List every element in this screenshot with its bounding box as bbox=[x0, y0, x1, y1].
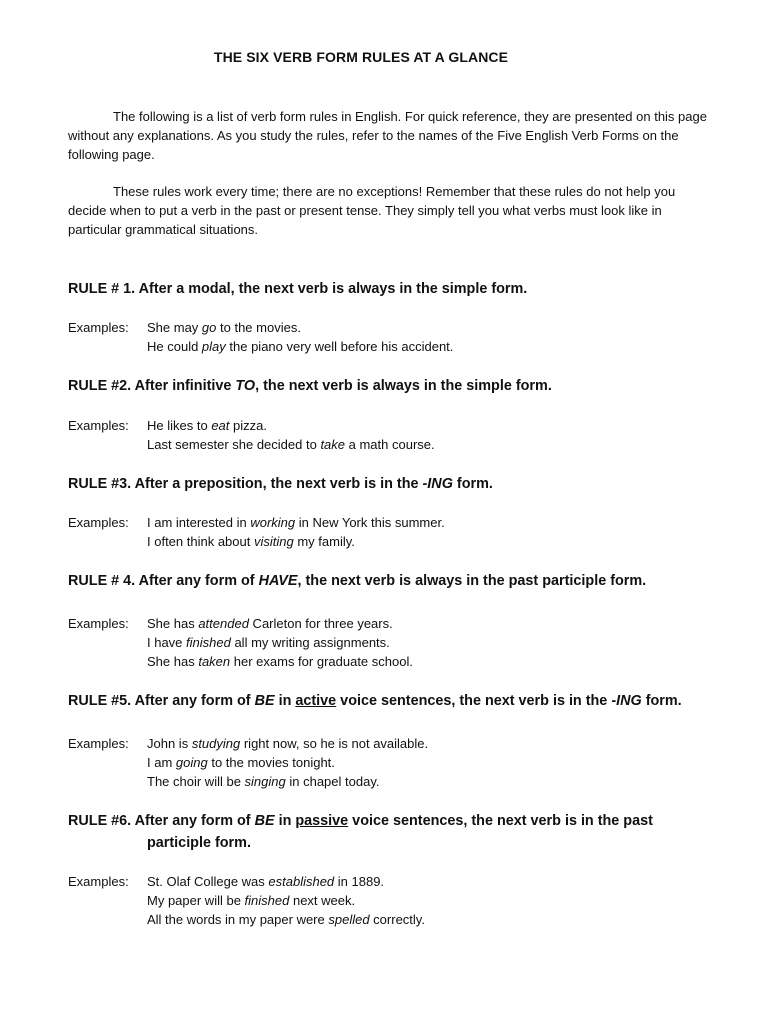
examples-label: Examples: bbox=[68, 616, 129, 631]
example-sentence: She has attended Carleton for three years. bbox=[147, 616, 393, 631]
example-sentence: I am interested in working in New York this summer. bbox=[147, 515, 445, 530]
example-sentence: I have finished all my writing assignments. bbox=[147, 635, 390, 650]
rule-6-heading: RULE #6. After any form of BE in passive voice sentences, the next verb is in the past participle form. bbox=[68, 810, 738, 854]
rule-5-heading: RULE #5. After any form of BE in active voice sentences, the next verb is in the -ING form. bbox=[68, 693, 682, 709]
intro-paragraph-1: The following is a list of verb form rules in English. For quick reference, they are presented on this page without any explanations. As you study the rules, refer to the names of the Five English Verb Forms on the following page. bbox=[68, 109, 707, 162]
rule-6-heading-continuation: participle form. bbox=[147, 835, 251, 851]
example-sentence: He could play the piano very well before his accident. bbox=[147, 339, 454, 354]
example-sentence: I often think about visiting my family. bbox=[147, 534, 355, 549]
example-sentence: She has taken her exams for graduate school. bbox=[147, 654, 413, 669]
examples-label: Examples: bbox=[68, 320, 129, 335]
example-sentence: He likes to eat pizza. bbox=[147, 418, 267, 433]
page-title: THE SIX VERB FORM RULES AT A GLANCE bbox=[213, 49, 509, 65]
example-sentence: The choir will be singing in chapel today. bbox=[147, 774, 380, 789]
rule-1-heading: RULE # 1. After a modal, the next verb is always in the simple form. bbox=[68, 281, 528, 297]
example-sentence: All the words in my paper were spelled correctly. bbox=[147, 912, 425, 927]
example-sentence: Last semester she decided to take a math course. bbox=[147, 437, 435, 452]
example-sentence: St. Olaf College was established in 1889. bbox=[147, 874, 385, 889]
example-sentence: I am going to the movies tonight. bbox=[147, 755, 335, 770]
intro-paragraph-2: These rules work every time; there are no exceptions! Remember that these rules do not help you decide when to put a verb in the past or present tense. They simply tell you what verbs must look like in particular grammatical situations. bbox=[68, 184, 676, 237]
example-sentence: My paper will be finished next week. bbox=[147, 893, 356, 908]
examples-label: Examples: bbox=[68, 874, 129, 889]
rule-4-heading: RULE # 4. After any form of HAVE, the next verb is always in the past participle form. bbox=[68, 573, 647, 589]
examples-label: Examples: bbox=[68, 515, 129, 530]
example-sentence: John is studying right now, so he is not available. bbox=[147, 736, 429, 751]
examples-label: Examples: bbox=[68, 736, 129, 751]
examples-label: Examples: bbox=[68, 418, 129, 433]
rule-2-heading: RULE #2. After infinitive TO, the next verb is always in the simple form. bbox=[68, 378, 552, 394]
example-sentence: She may go to the movies. bbox=[147, 320, 301, 335]
rule-3-heading: RULE #3. After a preposition, the next verb is in the -ING form. bbox=[68, 476, 493, 492]
